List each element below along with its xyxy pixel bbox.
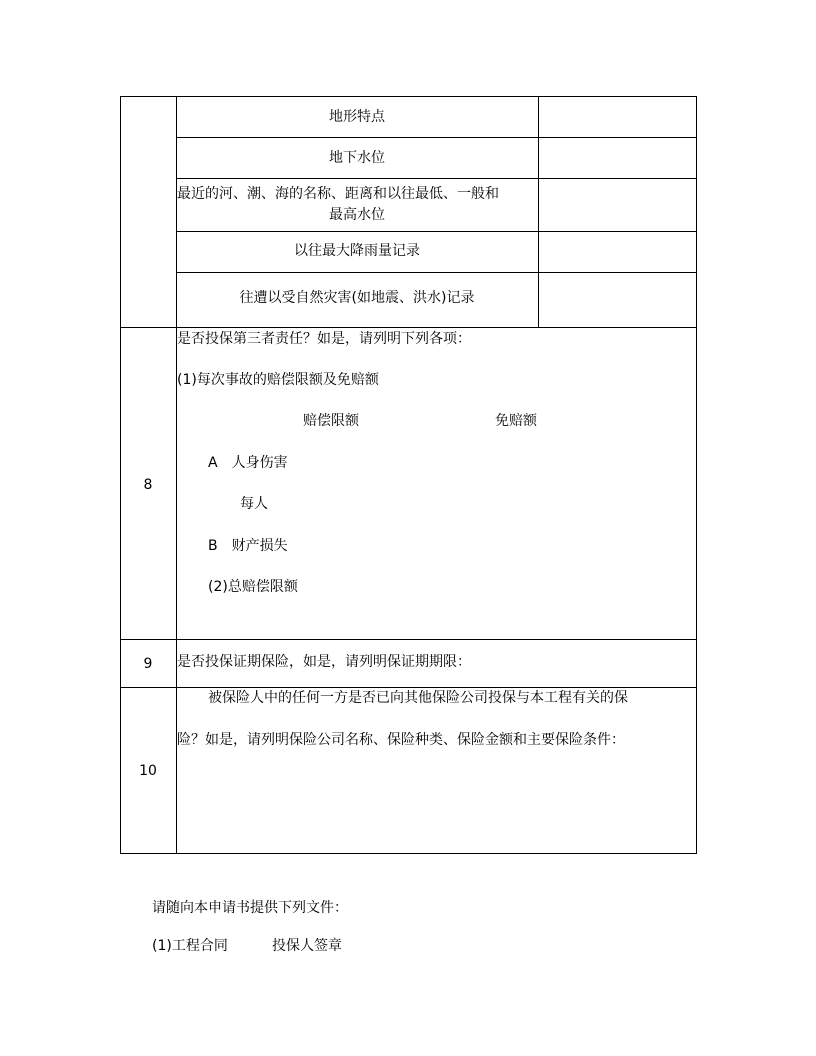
row-divider: [176, 272, 697, 273]
other-insurance-question-line1: 被保险人中的任何一方是否已向其他保险公司投保与本工程有关的保: [208, 690, 628, 706]
warranty-question: 是否投保证期保险，如是，请列明保证期期限：: [177, 654, 471, 670]
bodily-injury-label: A 人身伤害: [208, 455, 288, 471]
site-row-disasters: 往遭以受自然灾害(如地震、洪水)记录: [239, 290, 475, 306]
row-number-10: 10: [139, 763, 157, 779]
table-border-right: [696, 96, 697, 854]
documents-instruction: 请随向本申请书提供下列文件：: [152, 900, 348, 916]
applicant-signature-label: 投保人签章: [272, 938, 342, 954]
property-damage-label: B 财产损失: [208, 538, 288, 554]
site-row-groundwater: 地下水位: [329, 150, 385, 166]
table-border-top: [120, 96, 697, 97]
row-divider: [120, 327, 697, 328]
third-party-question: 是否投保第三者责任？如是，请列明下列各项：: [177, 331, 471, 347]
row-divider: [120, 639, 697, 640]
other-insurance-question-line2: 险？如是，请列明保险公司名称、保险种类、保险金额和主要保险条件：: [177, 732, 625, 748]
row-divider: [176, 231, 697, 232]
column-divider: [538, 96, 539, 327]
site-row-terrain: 地形特点: [329, 109, 385, 125]
row-divider: [176, 178, 697, 179]
per-person-label: 每人: [240, 496, 268, 512]
limit-column-header: 赔偿限额: [303, 413, 359, 429]
per-accident-limit-label: (1)每次事故的赔偿限额及免赔额: [177, 372, 379, 388]
row-number-9: 9: [143, 656, 153, 672]
row-divider: [176, 137, 697, 138]
table-border-left: [120, 96, 121, 854]
aggregate-limit-label: (2)总赔偿限额: [208, 579, 298, 595]
site-row-rivers-line2: 最高水位: [329, 207, 385, 223]
table-border-bottom: [120, 853, 697, 854]
site-row-rainfall: 以往最大降雨量记录: [294, 243, 420, 259]
site-row-rivers-line1: 最近的河、潮、海的名称、距离和以往最低、一般和: [177, 186, 499, 202]
row-number-8: 8: [143, 477, 153, 493]
row-divider: [120, 687, 697, 688]
document-item-contract: (1)工程合同: [152, 938, 228, 954]
deductible-column-header: 免赔额: [495, 413, 537, 429]
